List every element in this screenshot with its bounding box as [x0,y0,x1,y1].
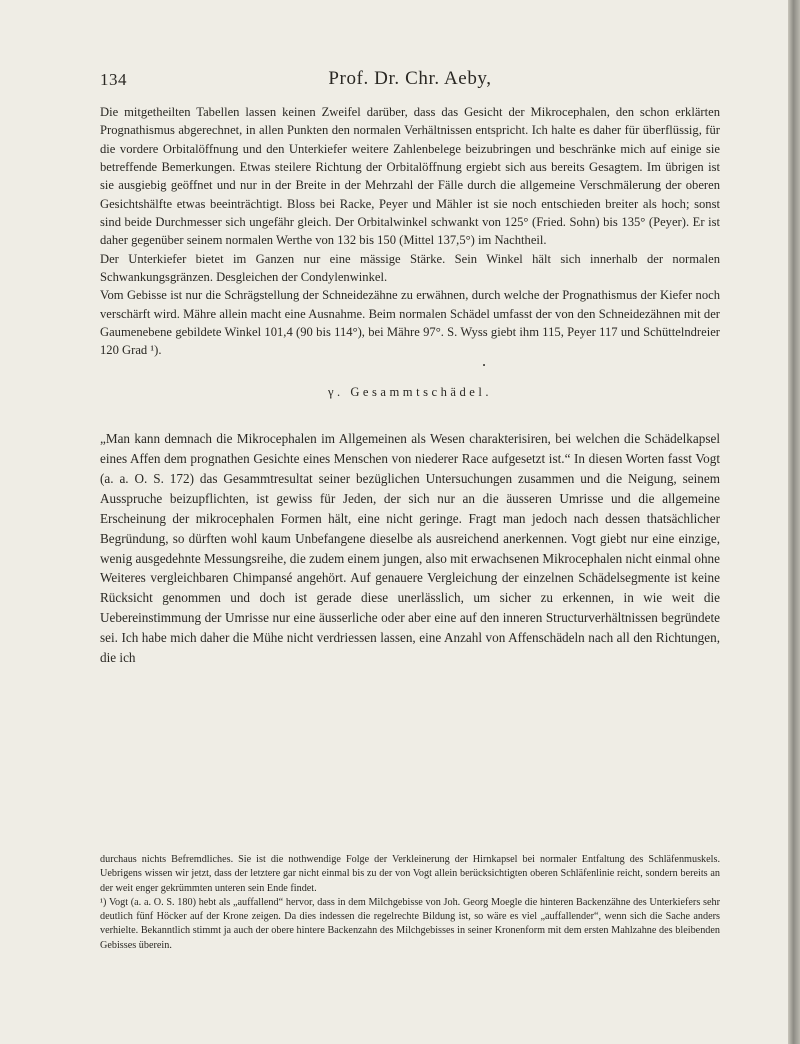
main-text [100,103,720,668]
footnote-continuation: durchaus nichts Befremdliches. Sie ist die nothwendige Folge der Verkleinerung der Hirnkapsel bei normaler Entfaltung des Schläfenmuskels. Uebrigens wissen wir jetzt, dass der letztere gar nicht einmal bis zu der von Vogt allein berücksichtigten oberen Schläfenlinie reicht, sondern bereits an der weit enger gekrümmten unteren sein Ende findet. [100,854,720,894]
paragraph-dentition: Vom Gebisse ist nur die Schrägstellung der Schneidezähne zu erwähnen, durch welche der Prognathismus der Kiefer noch verschärft wird. Mähre allein macht eine Ausnahme. Beim normalen Schädel umfasst der von den Schneidezähnen mit der Gaumenebene gebildete Winkel 101,4 (90 bis 114°), bei Mähre 97°. S. Wyss giebt ihm 115, Peyer 117 und Schüttelndreier 120 Grad ¹). [100,288,720,358]
paragraph-face-summary: Die mitgetheilten Tabellen lassen keinen Zweifel darüber, dass das Gesicht der Mikrocephalen, den schon erklärten Prognathismus abgerechnet, in allen Punkten den normalen Verhältnissen entspricht. Ich halte es daher für überflüssig, für die vordere Orbitalöffnung und den Unterkiefer weitere Zahlenbelege beizubringen und beschränke mich auf einige sie betreffende Bemerkungen. Etwas steilere Richtung der Orbitalöffnung ergiebt sich aus bereits Gesagtem. Im übrigen ist sie ausgiebig geöffnet und nur in der Breite in der Mehrzahl der Fälle durch die allgemeine Verschmälerung der oberen Gesichtshälfte etwas beeinträchtigt. Bloss bei Racke, Peyer und Mähler ist sie noch entschieden breiter als hoch; sonst sind beide Durchmesser sich ungefähr gleich. Der Orbitalwinkel schwankt von 125° (Fried. Sohn) bis 135° (Peyer). Er ist daher gegenüber seinem normalen Werthe von 132 bis 150 (Mittel 137,5°) im Nachtheil. [100,105,720,248]
page-header [100,70,720,94]
stray-mark: • [482,360,486,370]
section-heading: γ. Gesammtschädel. [327,384,493,399]
paragraph-whole-skull: „Man kann demnach die Mikrocephalen im Allgemeinen als Wesen charakterisiren, bei welchen die Schädelkapsel eines Affen dem prognathen Gesichte eines Menschen von niederer Race aufgesetzt ist.“ In diesen Worten fasst Vogt (a. a. O. S. 172) das Gesammtresultat seiner bezüglichen Untersuchungen zusammen und die Neigung, seinem Ausspruche beizupflichten, ist gewiss für Jeden, der sich nur an die äusseren Umrisse und die allgemeine Erscheinung der mikrocephalen Formen hält, eine nicht geringe. Fragt man jedoch nach dessen thatsächlicher Begründung, so dürften wohl kaum Unbefangene dieselbe als ausreichend anerkennen. Vogt giebt nur eine einzige, wenig ausgedehnte Messungsreihe, die zudem einem jungen, also mit erwachsenen Mikrocephalen nicht einmal ohne Weiteres vergleichbaren Chimpansé angehört. Auf genauere Vergleichung der einzelnen Schädelsegmente ist keine Rücksicht genommen und doch ist gerade diese unerlässlich, um sicher zu erkennen, in wie weit die Uebereinstimmung der Umrisse nur eine äusserliche oder aber eine auf den inneren Structurverhältnissen begründete sei. Ich habe mich daher die Mühe nicht verdriessen lassen, eine Anzahl von Affenschädeln nach all den Richtungen, die ich [100,430,720,666]
page-number: 134 [100,70,127,89]
paragraph-lower-jaw: Der Unterkiefer bietet im Ganzen nur eine mässige Stärke. Sein Winkel hält sich innerhalb der normalen Schwankungsgränzen. Desgleichen der Condylenwinkel. [100,251,720,285]
book-binding-edge [788,0,800,1044]
footnote-1: ¹) Vogt (a. a. O. S. 180) hebt als „auffallend“ hervor, dass in dem Milchgebisse von Joh. Georg Moegle die hinteren Backenzähne des Unterkiefers sehr deutlich fünf Höcker auf der Krone zeigen. Da dies indessen die regelrechte Bildung ist, so wäre es viel „auffallender“, wenn sich die Sache anders verhielte. Bekanntlich stimmt ja auch der obere hintere Backenzahn des Milchgebisses in seiner Kronenform mit dem ersten Mahlzahne des bleibenden Gebisses überein. [100,896,720,951]
footnotes [100,853,720,953]
running-head: Prof. Dr. Chr. Aeby, [328,68,492,89]
